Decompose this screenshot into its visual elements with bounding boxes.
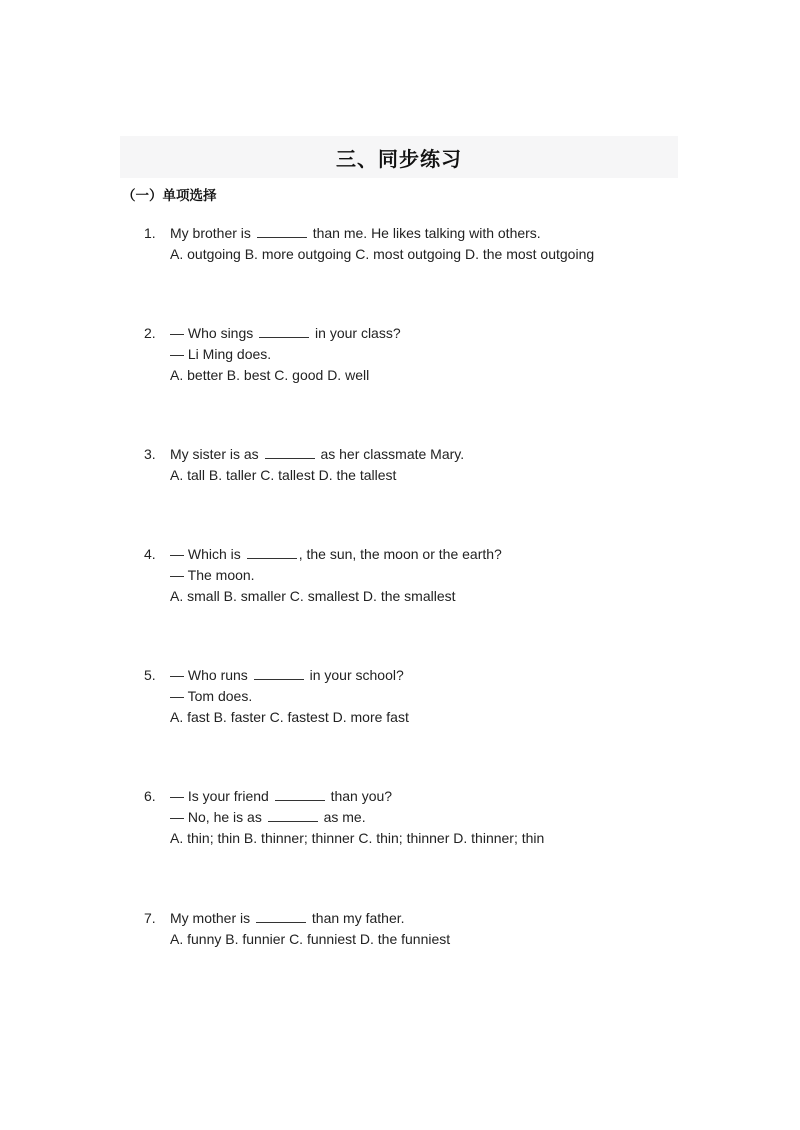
question-number: 3. (144, 446, 156, 462)
dialogue-reply: — No, he is as as me. (170, 809, 366, 825)
question-options: A. better B. best C. good D. well (170, 367, 370, 383)
question-number: 1. (144, 225, 156, 241)
answer-blank (259, 324, 309, 338)
question-stem: — Is your friend than you? (170, 788, 393, 804)
question-stem: My mother is than my father. (170, 910, 405, 926)
question-number: 2. (144, 325, 156, 341)
question-3 (144, 444, 684, 486)
dialogue-reply: — The moon. (170, 567, 255, 583)
question-options: A. funny B. funnier C. funniest D. the funniest (170, 931, 451, 947)
page-title: 三、同步练习 (336, 146, 462, 171)
dialogue-reply: — Tom does. (170, 688, 253, 704)
question-6 (144, 786, 684, 849)
question-7 (144, 908, 684, 950)
question-1 (144, 223, 684, 265)
question-2 (144, 323, 684, 386)
question-number: 4. (144, 546, 156, 562)
section-heading: （一）单项选择 (122, 188, 217, 204)
question-number: 5. (144, 667, 156, 683)
question-options: A. fast B. faster C. fastest D. more fast (170, 709, 409, 725)
answer-blank (275, 787, 325, 801)
answer-blank (256, 909, 306, 923)
answer-blank (265, 445, 315, 459)
question-options: A. thin; thin B. thinner; thinner C. thin; thinner D. thinner; thin (170, 830, 545, 846)
question-number: 6. (144, 788, 156, 804)
answer-blank (247, 545, 297, 559)
answer-blank (268, 808, 318, 822)
question-stem: — Who runs in your school? (170, 667, 404, 683)
question-number: 7. (144, 910, 156, 926)
question-stem: — Who sings in your class? (170, 325, 401, 341)
question-stem: My brother is than me. He likes talking with others. (170, 225, 541, 241)
question-4 (144, 544, 684, 607)
question-stem: — Which is , the sun, the moon or the earth? (170, 546, 502, 562)
question-options: A. small B. smaller C. smallest D. the smallest (170, 588, 456, 604)
dialogue-reply: — Li Ming does. (170, 346, 272, 362)
answer-blank (257, 224, 307, 238)
question-options: A. tall B. taller C. tallest D. the tallest (170, 467, 397, 483)
title-band (120, 136, 678, 178)
question-5 (144, 665, 684, 728)
question-stem: My sister is as as her classmate Mary. (170, 446, 465, 462)
answer-blank (254, 666, 304, 680)
question-options: A. outgoing B. more outgoing C. most outgoing D. the most outgoing (170, 246, 595, 262)
